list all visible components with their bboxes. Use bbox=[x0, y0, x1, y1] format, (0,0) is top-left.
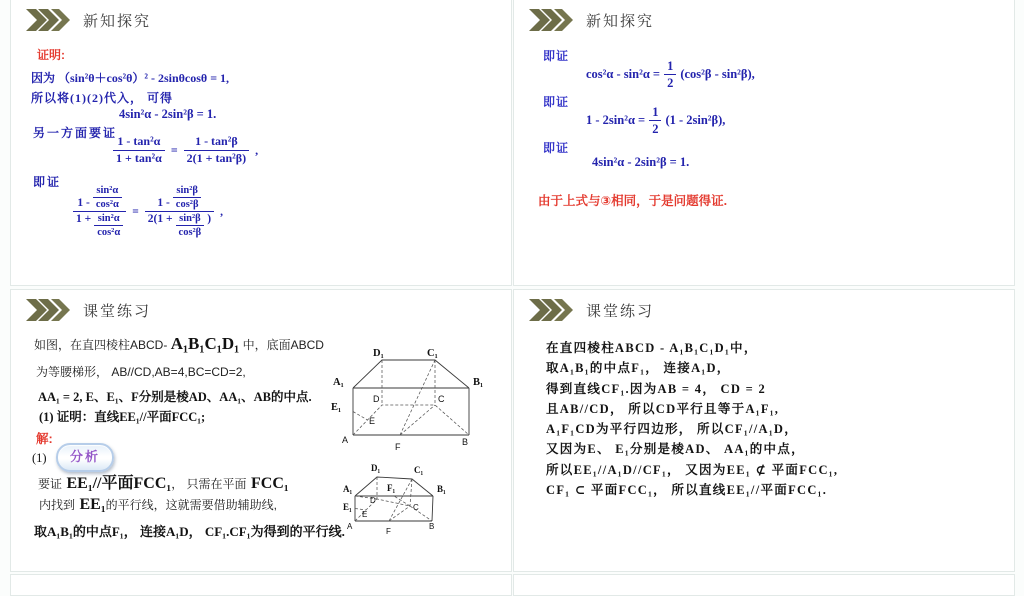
fraction-numerator: 1 bbox=[664, 59, 676, 75]
fraction-numerator bbox=[145, 185, 214, 212]
vertex-label: D₁ bbox=[373, 348, 384, 359]
solution-label: 解: bbox=[36, 432, 53, 446]
line-ee1: EE₁ bbox=[79, 496, 106, 513]
vertex-label: C₁ bbox=[414, 465, 424, 475]
text-jizheng-1: 即证 bbox=[543, 49, 570, 63]
vertex-label: D bbox=[373, 394, 380, 404]
fraction-numerator: 1 bbox=[649, 105, 661, 121]
fraction-left bbox=[73, 185, 126, 238]
inner-fraction bbox=[176, 213, 205, 238]
plane-fcc1: FCC₁ bbox=[133, 475, 172, 492]
inner-fraction bbox=[93, 185, 122, 210]
slide-panel-2[interactable] bbox=[513, 0, 1015, 286]
one-half-fraction bbox=[664, 59, 676, 91]
term: 2(1 + bbox=[147, 213, 173, 226]
chevrons-icon bbox=[529, 9, 573, 31]
text-segment: 的平行线，这就需要借助辅助线, bbox=[105, 498, 277, 512]
vertex-label: C bbox=[413, 503, 419, 512]
formula-lhs: 1 - 2sin²α = bbox=[586, 113, 646, 128]
text-otherwise: 另一方面要证 bbox=[33, 126, 118, 140]
problem-line-2: 为等腰梯形， AB//CD,AB=4,BC=CD=2, bbox=[36, 365, 246, 379]
inner-fraction bbox=[173, 185, 202, 210]
analysis-line-1 bbox=[38, 470, 289, 493]
vertex-label: D₁ bbox=[371, 463, 381, 473]
comma: , bbox=[255, 142, 259, 157]
vertex-label: E bbox=[369, 416, 376, 426]
vertex-label: B₁ bbox=[473, 377, 484, 388]
vertex-label: E bbox=[362, 510, 368, 519]
text-substitute: 所以将(1)(2)代入， 可得 bbox=[31, 91, 173, 105]
fraction-right bbox=[145, 185, 214, 238]
vertex-label: F bbox=[386, 527, 391, 536]
vertex-label: C₁ bbox=[427, 348, 438, 359]
slide-panel-5-partial[interactable] bbox=[10, 574, 512, 596]
term: 1 - bbox=[157, 196, 170, 209]
fraction-denominator: 2(1 + tan²β) bbox=[186, 150, 247, 165]
vertex-label: F₁ bbox=[387, 483, 396, 493]
vertex-label: B₁ bbox=[437, 484, 446, 494]
term: 1 + bbox=[76, 213, 92, 226]
formula-center: 4sin²α - 2sin²β = 1. bbox=[119, 107, 217, 121]
problem-line-1 bbox=[34, 334, 324, 354]
solution-line: 所以EE₁//A₁D//CF₁， 又因为EE₁ ⊄ 平面FCC₁, bbox=[546, 462, 839, 477]
formula-rhs: (1 - 2sin²β), bbox=[665, 113, 726, 128]
term: ) bbox=[207, 213, 212, 226]
fraction-numerator: sin²α bbox=[94, 213, 123, 226]
slide-panel-3[interactable] bbox=[10, 289, 512, 572]
solution-line: 又因为E、 E₁分别是棱AD、 AA₁的中点， bbox=[546, 442, 805, 457]
solution-line: 在直四棱柱ABCD - A₁B₁C₁D₁中， bbox=[546, 341, 758, 355]
text-segment: ， 只需在平面 bbox=[171, 477, 247, 491]
vertex-label: A bbox=[347, 522, 353, 531]
slide4-header bbox=[529, 299, 654, 321]
slide1-header bbox=[26, 9, 151, 31]
slide3-title: 课堂练习 bbox=[83, 302, 152, 320]
formula-1-2sin bbox=[586, 105, 725, 137]
fraction-numerator: 1 - tan²β bbox=[184, 135, 249, 151]
fraction-denominator bbox=[145, 212, 214, 238]
fraction-denominator bbox=[73, 212, 126, 238]
text-segment: //平面 bbox=[92, 475, 134, 492]
fraction-left bbox=[113, 135, 165, 166]
problem-line-4: (1) 证明：直线EE₁//平面FCC₁; bbox=[39, 410, 206, 424]
fraction-numerator: sin²β bbox=[173, 185, 202, 198]
text-jizheng-2: 即证 bbox=[543, 95, 570, 109]
slide2-header bbox=[529, 9, 654, 31]
text-segment: 中，底面ABCD bbox=[242, 338, 324, 352]
analysis-line-3: 取A₁B₁的中点F₁， 连接A₁D， CF₁.CF₁为得到的平行线. bbox=[34, 524, 345, 539]
slide4-title: 课堂练习 bbox=[586, 302, 655, 320]
text-segment: 要证 bbox=[38, 477, 63, 491]
problem-line-3: AA₁ = 2, E、E₁、F分别是棱AD、AA₁、AB的中点. bbox=[38, 390, 312, 404]
analysis-pill-button: 分析 bbox=[56, 443, 114, 472]
solution-line: CF₁ ⊂ 平面FCC₁， 所以直线EE₁//平面FCC₁. bbox=[546, 483, 828, 498]
item-number: (1) bbox=[32, 451, 47, 465]
plane-fcc1: FCC₁ bbox=[251, 475, 289, 492]
line-ee1: EE₁ bbox=[66, 475, 93, 492]
slide3-header bbox=[26, 299, 151, 321]
vertex-label: B bbox=[462, 437, 469, 447]
fraction-numerator bbox=[73, 185, 126, 212]
text-segment: 内找到 bbox=[39, 498, 76, 512]
slide2-title: 新知探究 bbox=[586, 12, 655, 30]
vertex-label: F bbox=[395, 442, 401, 452]
text-jizheng: 即证 bbox=[33, 175, 62, 189]
formula-tan-identity bbox=[113, 135, 258, 166]
vertex-label: B bbox=[429, 522, 435, 531]
slide1-title: 新知探究 bbox=[83, 12, 152, 30]
solution-line: 且AB//CD， 所以CD平行且等于A₁F₁, bbox=[546, 401, 780, 416]
conclusion-text: 由于上式与③相同，于是问题得证. bbox=[538, 194, 728, 208]
inner-fraction bbox=[94, 213, 123, 238]
formula-because: 因为 （sin²θ＋cos²θ）² - 2sinθcosθ = 1, bbox=[31, 71, 230, 85]
formula-rhs: (cos²β - sin²β), bbox=[680, 67, 755, 82]
fraction-right bbox=[184, 135, 249, 166]
solution-line: A₁F₁CD为平行四边形， 所以CF₁//A₁D， bbox=[546, 422, 798, 437]
formula-cos-sin bbox=[586, 59, 755, 91]
one-half-fraction bbox=[649, 105, 661, 137]
prism-figure-small bbox=[343, 458, 458, 540]
solution-text-block bbox=[546, 338, 838, 500]
slide-panel-4[interactable] bbox=[513, 289, 1015, 572]
formula-sincos-identity bbox=[73, 185, 223, 238]
formula-final: 4sin²α - 2sin²β = 1. bbox=[592, 155, 690, 169]
comma: , bbox=[220, 205, 223, 218]
vertex-label: A₁ bbox=[343, 484, 353, 494]
vertex-label: E₁ bbox=[343, 502, 352, 512]
prism-name: A₁B₁C₁D₁ bbox=[170, 334, 240, 353]
fraction-denominator: 2 bbox=[667, 76, 674, 91]
fraction-numerator: 1 - tan²α bbox=[113, 135, 165, 151]
chevrons-icon bbox=[529, 299, 573, 321]
fraction-denominator: cos²β bbox=[175, 199, 199, 211]
solution-line: 取A₁B₁的中点F₁， 连接A₁D， bbox=[546, 361, 731, 376]
analysis-line-2 bbox=[39, 496, 277, 514]
text-jizheng-3: 即证 bbox=[543, 141, 570, 155]
fraction-denominator: cos²β bbox=[178, 227, 202, 239]
proof-label: 证明: bbox=[37, 48, 65, 62]
chevrons-icon bbox=[26, 299, 70, 321]
equals-sign: = bbox=[170, 142, 178, 157]
fraction-denominator: 2 bbox=[652, 122, 659, 137]
vertex-label: C bbox=[438, 394, 445, 404]
fraction-numerator: sin²α bbox=[93, 185, 122, 198]
term: 1 - bbox=[77, 196, 90, 209]
vertex-label: E₁ bbox=[331, 402, 342, 413]
fraction-denominator: cos²α bbox=[97, 227, 121, 239]
prism-figure-large bbox=[329, 340, 497, 455]
slide-panel-6-partial[interactable] bbox=[513, 574, 1015, 596]
vertex-label: A bbox=[342, 435, 349, 445]
formula-lhs: cos²α - sin²α = bbox=[586, 67, 661, 82]
vertex-label: A₁ bbox=[333, 377, 344, 388]
fraction-denominator: 1 + tan²α bbox=[116, 150, 162, 165]
fraction-denominator: cos²α bbox=[95, 199, 119, 211]
fraction-numerator: sin²β bbox=[176, 213, 205, 226]
equals-sign: = bbox=[132, 205, 139, 218]
text-segment: 如图，在直四棱柱ABCD- bbox=[34, 338, 168, 352]
chevrons-icon bbox=[26, 9, 70, 31]
vertex-label: D bbox=[370, 496, 376, 505]
slide-panel-1[interactable] bbox=[10, 0, 512, 286]
solution-line: 得到直线CF₁.因为AB = 4， CD = 2 bbox=[546, 381, 767, 396]
